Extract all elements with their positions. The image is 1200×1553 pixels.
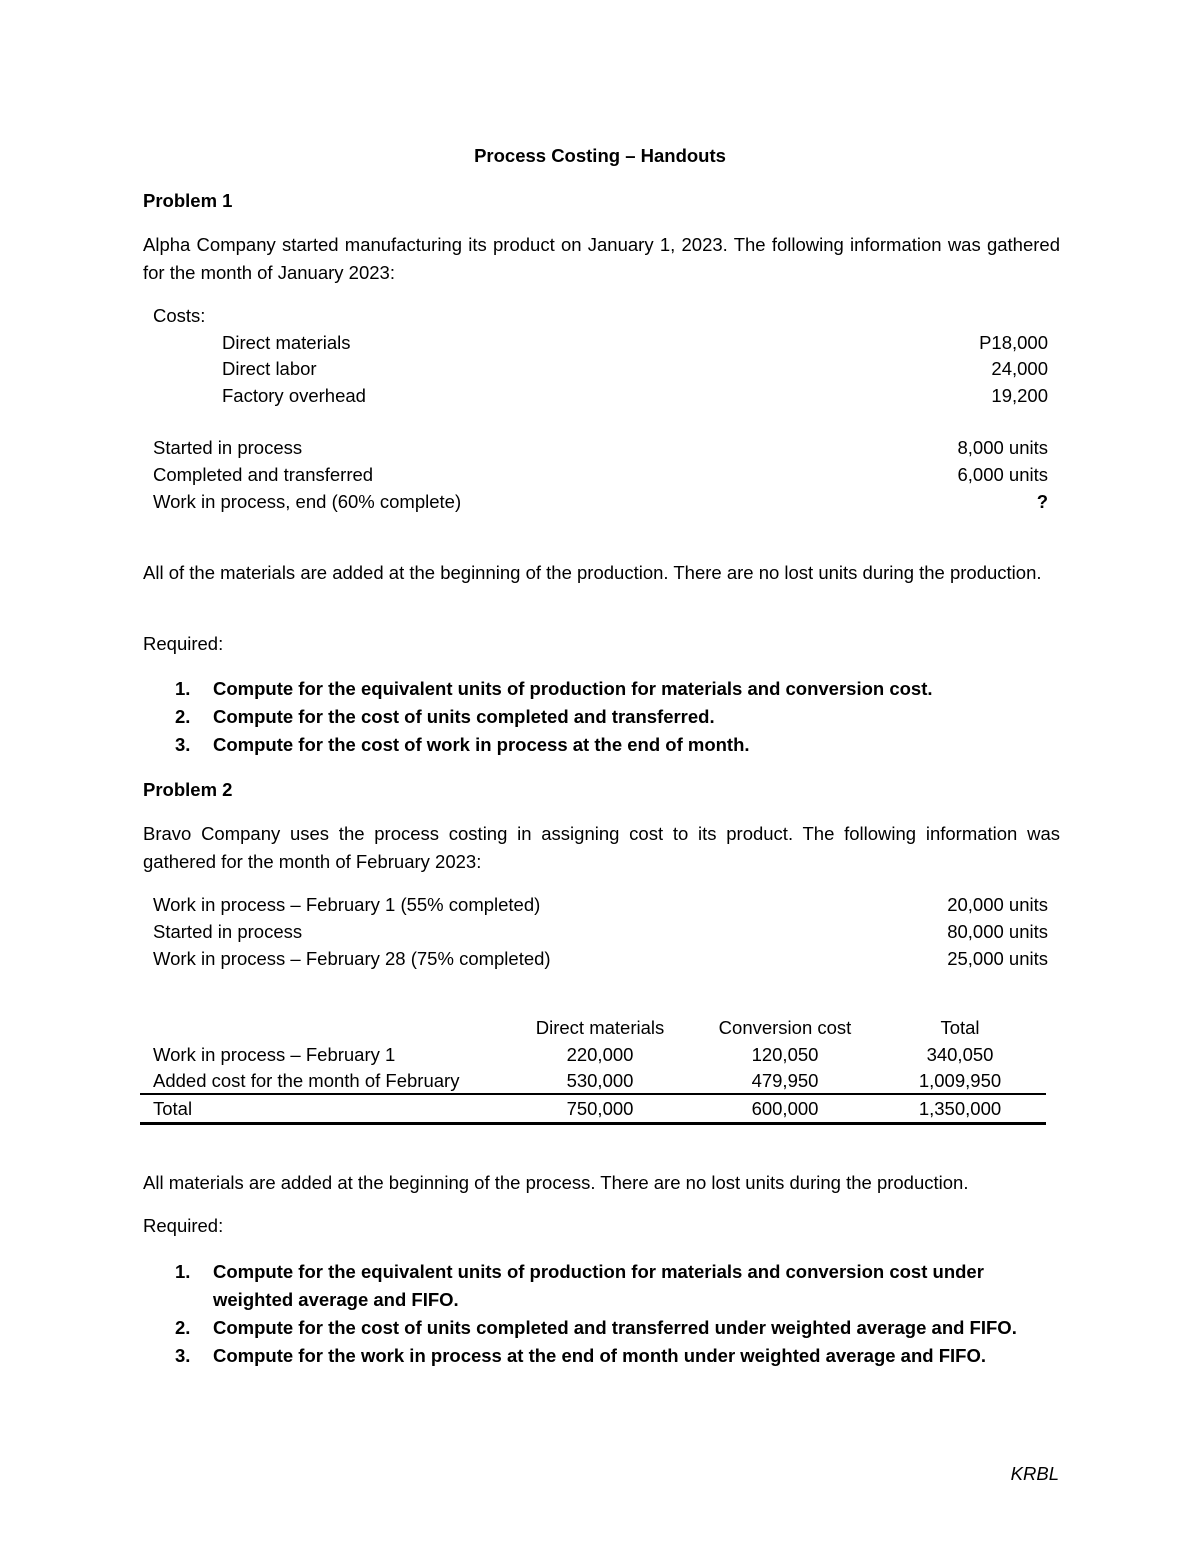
units-label-wip-end: Work in process, end (60% complete) bbox=[153, 491, 462, 512]
units-value-wip-end: ? bbox=[1036, 491, 1048, 512]
p2-units-value-started: 80,000 units bbox=[947, 921, 1048, 942]
table-total-cell: 600,000 bbox=[751, 1098, 819, 1119]
table-row-label: Work in process – February 1 bbox=[153, 1044, 396, 1065]
p2-units-label-started: Started in process bbox=[153, 921, 303, 942]
list-item: 1. Compute for the equivalent units of production for materials and conversion cost under weighted average and FIFO. bbox=[175, 1261, 984, 1310]
table-cell: 1,009,950 bbox=[918, 1070, 1002, 1091]
table-header-total: Total bbox=[940, 1017, 980, 1038]
units-value-started: 8,000 units bbox=[957, 437, 1048, 458]
table-divider bbox=[140, 1093, 1046, 1095]
table-header-direct-materials: Direct materials bbox=[535, 1017, 665, 1038]
table-cell: 530,000 bbox=[566, 1070, 634, 1091]
list-item: 2. Compute for the cost of units completed and transferred. bbox=[175, 706, 715, 727]
table-bottom-border bbox=[140, 1122, 1046, 1125]
problem-2-note: All materials are added at the beginning of the process. There are no lost units during the production. bbox=[143, 1172, 969, 1193]
cost-label-direct-labor: Direct labor bbox=[222, 358, 317, 379]
cost-label-direct-materials: Direct materials bbox=[222, 332, 351, 353]
table-total-cell: 1,350,000 bbox=[918, 1098, 1002, 1119]
problem-1-heading: Problem 1 bbox=[143, 190, 233, 211]
problem-2-heading: Problem 2 bbox=[143, 779, 233, 800]
problem-1-intro: Alpha Company started manufacturing its product on January 1, 2023. The following information was gathered for the month of January 2023: bbox=[143, 234, 1060, 283]
list-item: 1. Compute for the equivalent units of production for materials and conversion cost. bbox=[175, 678, 933, 699]
table-cell: 220,000 bbox=[566, 1044, 634, 1065]
list-item: 3. Compute for the cost of work in process at the end of month. bbox=[175, 734, 750, 755]
p2-units-value-wip-feb28: 25,000 units bbox=[947, 948, 1048, 969]
cost-value-direct-materials: P18,000 bbox=[979, 332, 1048, 353]
problem-2-intro: Bravo Company uses the process costing in assigning cost to its product. The following information was gathered for the month of February 2023: bbox=[143, 823, 1060, 872]
problem-1-required-list bbox=[170, 675, 1060, 759]
cost-label-factory-overhead: Factory overhead bbox=[222, 385, 366, 406]
cost-value-direct-labor: 24,000 bbox=[991, 358, 1048, 379]
table-cell: 479,950 bbox=[751, 1070, 819, 1091]
footer-initials: KRBL bbox=[1010, 1463, 1059, 1484]
table-cell: 120,050 bbox=[751, 1044, 819, 1065]
units-label-completed: Completed and transferred bbox=[153, 464, 374, 485]
p2-units-label-wip-feb28: Work in process – February 28 (75% completed) bbox=[153, 948, 551, 969]
problem-2-required-label: Required: bbox=[143, 1215, 224, 1236]
p2-units-value-wip-feb1: 20,000 units bbox=[947, 894, 1048, 915]
list-item: 2. Compute for the cost of units completed and transferred under weighted average and FIFO. bbox=[175, 1317, 1017, 1338]
table-total-cell: 750,000 bbox=[566, 1098, 634, 1119]
units-label-started: Started in process bbox=[153, 437, 303, 458]
problem-1-note: All of the materials are added at the beginning of the production. There are no lost units during the production. bbox=[143, 562, 1042, 583]
costs-label: Costs: bbox=[153, 305, 206, 326]
p2-units-label-wip-feb1: Work in process – February 1 (55% completed) bbox=[153, 894, 541, 915]
table-total-label: Total bbox=[153, 1098, 193, 1119]
table-header-conversion-cost: Conversion cost bbox=[718, 1017, 852, 1038]
table-cell: 340,050 bbox=[926, 1044, 994, 1065]
units-value-completed: 6,000 units bbox=[957, 464, 1048, 485]
problem-2-required-list bbox=[170, 1258, 1060, 1370]
table-row-label: Added cost for the month of February bbox=[153, 1070, 460, 1091]
page-title: Process Costing – Handouts bbox=[474, 145, 726, 166]
problem-1-required-label: Required: bbox=[143, 633, 224, 654]
cost-value-factory-overhead: 19,200 bbox=[991, 385, 1048, 406]
list-item: 3. Compute for the work in process at the end of month under weighted average and FIFO. bbox=[175, 1345, 986, 1366]
